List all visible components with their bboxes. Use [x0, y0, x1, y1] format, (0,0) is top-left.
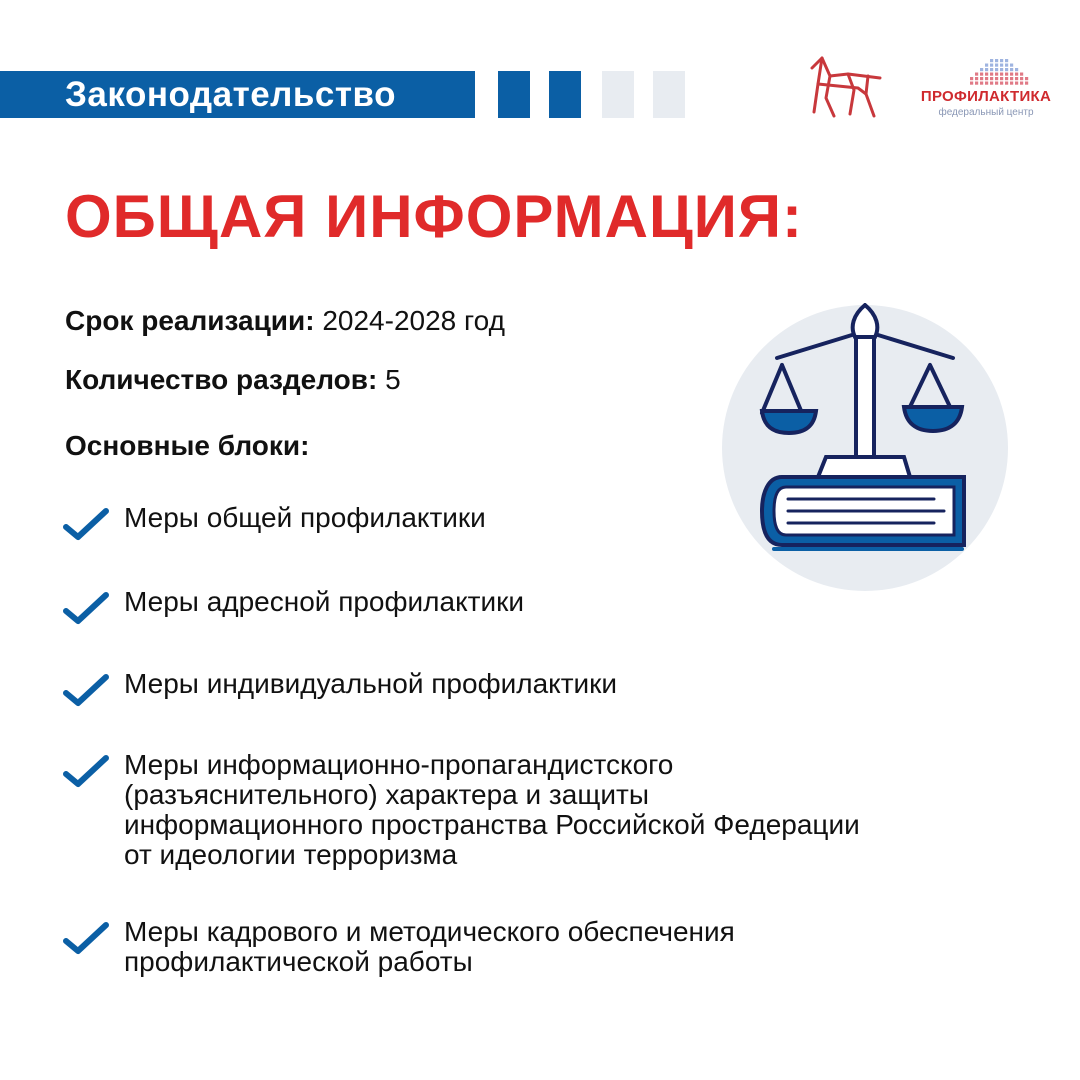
logo-dot	[1015, 73, 1018, 76]
scales-of-justice-on-book-icon	[722, 303, 1012, 593]
logo-dot	[980, 68, 983, 71]
logo-dot	[1010, 64, 1013, 67]
logo-dot	[1010, 77, 1013, 80]
sections-label: Количество разделов:	[65, 364, 378, 395]
logo-dot	[995, 68, 998, 71]
logo-dot	[1020, 77, 1023, 80]
logo-dot	[990, 64, 993, 67]
logo-dot	[1010, 82, 1013, 85]
logo-dot	[1015, 82, 1018, 85]
checkmark-icon	[62, 589, 110, 625]
logo-dot	[1000, 64, 1003, 67]
logo-dot	[1000, 73, 1003, 76]
list-item-text: Меры индивидуальной профилактики	[124, 668, 618, 699]
logo-dot	[970, 77, 973, 80]
logo-dot	[985, 77, 988, 80]
logo-dot	[990, 59, 993, 62]
term-value: 2024-2028 год	[314, 305, 505, 336]
logo-dot	[990, 73, 993, 76]
logo-dot	[1005, 73, 1008, 76]
sections-value: 5	[377, 364, 401, 395]
checkmark-icon	[62, 671, 110, 707]
logo-subtitle: федеральный центр	[938, 107, 1034, 118]
logo-dot	[990, 77, 993, 80]
logo-dot	[995, 73, 998, 76]
term-line	[65, 303, 505, 339]
term-label: Срок реализации:	[65, 305, 315, 336]
logo-dot	[1010, 73, 1013, 76]
logo-dot	[1010, 68, 1013, 71]
list-item-text: Меры информационно-пропагандистского (разъяснительного) характера и защиты информационного пространства Российской Федерации от идеологии терроризма	[124, 749, 860, 870]
dot-grid-logo-icon	[966, 57, 1030, 87]
logo-dot	[1000, 59, 1003, 62]
list-item-text: Меры адресной профилактики	[124, 586, 525, 617]
logo-dot	[990, 68, 993, 71]
decor-block-4	[653, 71, 685, 118]
logo-dot	[1000, 82, 1003, 85]
checkmark-icon	[62, 752, 110, 788]
logo-dot	[995, 59, 998, 62]
logo-dot	[1025, 82, 1028, 85]
logo-dot	[995, 77, 998, 80]
logo-dot	[975, 73, 978, 76]
decor-block-2	[549, 71, 581, 118]
sections-line	[65, 362, 401, 398]
page-title: ОБЩАЯ ИНФОРМАЦИЯ:	[65, 183, 803, 250]
checkmark-icon	[62, 505, 110, 541]
logo-dot	[1005, 68, 1008, 71]
logo-dot	[985, 68, 988, 71]
logo-dot	[1020, 73, 1023, 76]
logo-dot	[995, 82, 998, 85]
decor-block-3	[602, 71, 634, 118]
logo-dot	[985, 73, 988, 76]
logo-dot	[980, 77, 983, 80]
horse-logo-icon	[808, 54, 888, 122]
decor-block-1	[498, 71, 530, 118]
logo-dot	[1000, 68, 1003, 71]
logo-dot	[1005, 64, 1008, 67]
logo-dot	[995, 64, 998, 67]
logo-dot	[970, 82, 973, 85]
checkmark-icon	[62, 919, 110, 955]
logo-dot	[1000, 77, 1003, 80]
logo-dot	[975, 82, 978, 85]
logo-dot	[985, 64, 988, 67]
logo-dot	[1015, 68, 1018, 71]
logo-dot	[975, 77, 978, 80]
logo-dot	[1005, 77, 1008, 80]
logo-dot	[1005, 82, 1008, 85]
logo-name: ПРОФИЛАКТИКА	[920, 88, 1052, 105]
list-item-text: Меры общей профилактики	[124, 502, 486, 533]
logo-dot	[980, 82, 983, 85]
logo-dot	[1005, 59, 1008, 62]
logo-dot	[985, 82, 988, 85]
logo-dot	[1025, 77, 1028, 80]
blocks-heading: Основные блоки:	[65, 430, 310, 461]
logo-dot	[1020, 82, 1023, 85]
list-item-text: Меры кадрового и методического обеспечения профилактической работы	[124, 916, 735, 977]
logo-dot	[1015, 77, 1018, 80]
logo-dot	[980, 73, 983, 76]
section-label: Законодательство	[65, 75, 396, 114]
logo-dot	[990, 82, 993, 85]
